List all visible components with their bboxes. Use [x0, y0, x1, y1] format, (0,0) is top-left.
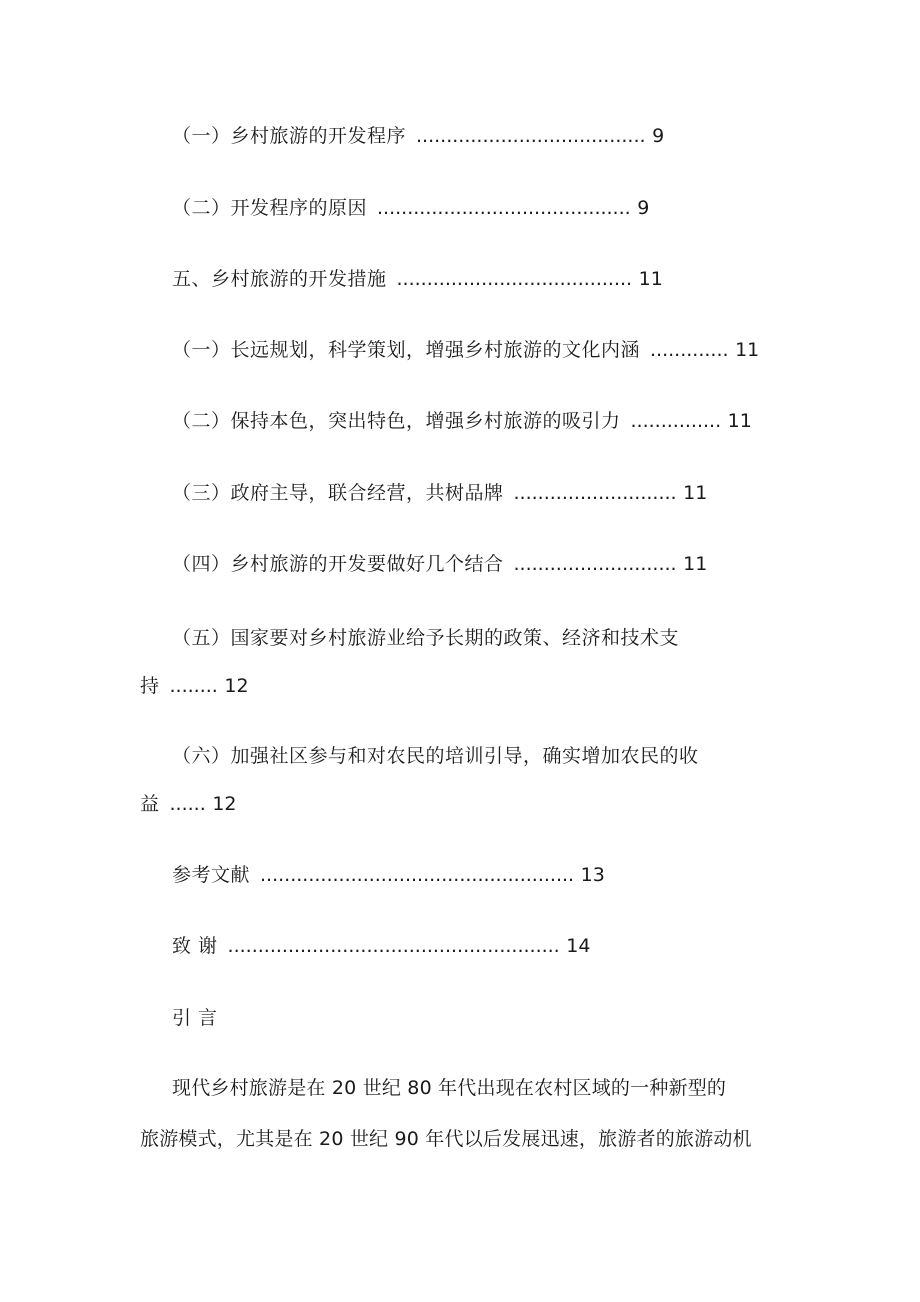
- intro-paragraph-line: 旅游模式，尤其是在 20 世纪 90 年代以后发展迅速，旅游者的旅游动机: [140, 1128, 752, 1150]
- toc-entry[interactable]: [172, 338, 759, 362]
- toc-dot-leader: ...........................: [513, 553, 677, 575]
- toc-page-number: 12: [224, 675, 249, 697]
- toc-entry-label: （二）开发程序的原因: [172, 197, 368, 219]
- toc-entry-label: （二）保持本色，突出特色，增强乡村旅游的吸引力: [172, 410, 621, 432]
- toc-dot-leader: ...........................: [513, 482, 677, 504]
- toc-dot-leader: ....................................................: [260, 864, 575, 886]
- toc-entry[interactable]: [172, 196, 649, 220]
- toc-entry-label: 致 谢: [172, 935, 218, 957]
- toc-page-number: 14: [566, 935, 591, 957]
- toc-entry-continuation[interactable]: [140, 674, 249, 698]
- toc-entry[interactable]: [172, 863, 605, 887]
- toc-dot-leader: .............: [650, 339, 729, 361]
- toc-entry[interactable]: [172, 934, 590, 958]
- toc-page-number: 11: [727, 410, 752, 432]
- toc-entry[interactable]: [172, 626, 679, 650]
- toc-page-number: 11: [735, 339, 760, 361]
- toc-entry-label-continuation: 持: [140, 675, 160, 697]
- toc-page-number: 11: [683, 553, 708, 575]
- toc-dot-leader: ...............: [630, 410, 722, 432]
- toc-entry-label: （三）政府主导，联合经营，共树品牌: [172, 482, 504, 504]
- toc-dot-leader: .......................................................: [227, 935, 560, 957]
- toc-page-number: 9: [637, 197, 650, 219]
- toc-entry[interactable]: [172, 409, 752, 433]
- toc-dot-leader: ......: [169, 793, 206, 815]
- toc-entry[interactable]: [172, 481, 707, 505]
- toc-page-number: 11: [683, 482, 708, 504]
- toc-dot-leader: .......................................: [396, 268, 633, 290]
- toc-entry-label: 五、乡村旅游的开发措施: [172, 268, 387, 290]
- toc-page-number: 13: [580, 864, 605, 886]
- toc-entry-continuation[interactable]: [140, 792, 237, 816]
- toc-entry-label: （四）乡村旅游的开发要做好几个结合: [172, 553, 504, 575]
- toc-entry-label: （五）国家要对乡村旅游业给予长期的政策、经济和技术支: [172, 627, 680, 649]
- toc-entry-label: 参考文献: [172, 864, 251, 886]
- toc-page-number: 11: [638, 268, 663, 290]
- toc-dot-leader: ..........................................: [377, 197, 631, 219]
- toc-entry[interactable]: [172, 744, 699, 768]
- toc-entry-label: （一）长远规划，科学策划，增强乡村旅游的文化内涵: [172, 339, 641, 361]
- intro-paragraph-line: 现代乡村旅游是在 20 世纪 80 年代出现在农村区域的一种新型的: [172, 1077, 727, 1099]
- toc-dot-leader: ......................................: [416, 125, 646, 147]
- intro-heading: 引 言: [172, 1007, 218, 1029]
- toc-entry-label: （一）乡村旅游的开发程序: [172, 125, 407, 147]
- toc-page-number: 9: [652, 125, 665, 147]
- toc-entry[interactable]: [172, 124, 664, 148]
- toc-entry-label-continuation: 益: [140, 793, 160, 815]
- toc-entry-label: （六）加强社区参与和对农民的培训引导，确实增加农民的收: [172, 745, 699, 767]
- toc-entry[interactable]: [172, 552, 707, 576]
- toc-page-number: 12: [212, 793, 237, 815]
- toc-entry[interactable]: [172, 267, 663, 291]
- toc-dot-leader: ........: [169, 675, 218, 697]
